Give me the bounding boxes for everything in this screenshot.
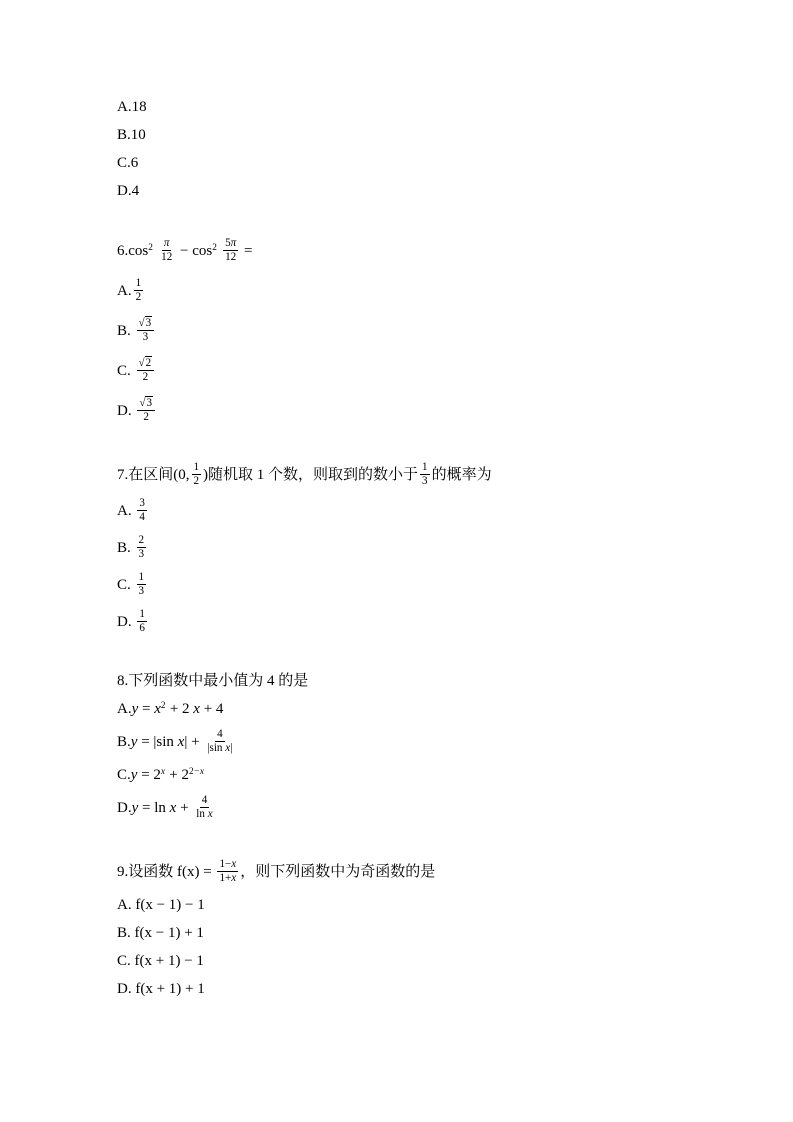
math-text: = (138, 701, 155, 717)
fraction-denominator (137, 622, 147, 635)
math-text: C. (117, 363, 135, 379)
math-fraction (137, 571, 147, 598)
fraction-denominator (137, 548, 147, 561)
math-text: + 2 (166, 701, 194, 717)
math-text: 7.在区间(0, (117, 467, 190, 483)
math-text: = ln (138, 800, 170, 816)
option-line-b (117, 121, 693, 149)
question-9-option-d (117, 975, 693, 1003)
math-text: − cos (176, 243, 213, 259)
math-square-root: √3 (139, 396, 152, 409)
math-text: = |sin (137, 734, 178, 750)
fraction-denominator (134, 291, 144, 304)
math-text: 8.下列函数中最小值为 4 的是 (117, 673, 309, 689)
math-text: C. (117, 577, 135, 593)
math-fraction (223, 237, 238, 264)
math-text: 3 (139, 496, 145, 509)
math-text: + 2 (165, 767, 190, 783)
option-line-a (117, 93, 693, 121)
math-text: 2− (189, 766, 200, 777)
math-text: 2 (160, 700, 167, 711)
question-9-option-c (117, 947, 693, 975)
math-text: + 4 (199, 701, 224, 717)
math-variable: π (230, 236, 237, 249)
math-text: C. f(x + 1) − 1 (117, 953, 204, 969)
option-line-c (117, 149, 693, 177)
fraction-numerator (192, 461, 202, 475)
radicand: 2 (145, 356, 152, 369)
math-text: 1 (422, 460, 428, 473)
math-fraction (137, 608, 147, 635)
fraction-denominator (420, 475, 430, 488)
math-text: A. (117, 283, 132, 299)
math-text: ln (196, 808, 208, 821)
math-text: 4 (139, 511, 145, 524)
math-text: D. (117, 403, 136, 419)
math-text: A. (117, 503, 136, 519)
math-variable: y (130, 767, 138, 783)
math-text: A.18 (117, 99, 147, 115)
math-fraction (192, 461, 202, 488)
math-variable: x (199, 766, 205, 777)
math-text: 9.设函数 f(x) = (117, 864, 216, 880)
math-text: C. (117, 767, 131, 783)
question-7-option-d (117, 604, 693, 641)
fraction-numerator (217, 858, 238, 872)
math-text: C.6 (117, 155, 139, 171)
question-6-option-a (117, 271, 693, 311)
math-text: A. (117, 701, 132, 717)
question-6-option-d (117, 391, 693, 431)
math-fraction (137, 397, 155, 424)
math-text: B. f(x − 1) + 1 (117, 925, 204, 941)
math-variable: y (131, 800, 139, 816)
math-text: = (240, 243, 253, 259)
math-variable: x (193, 701, 200, 717)
math-text: B.10 (117, 127, 146, 143)
math-text: 3 (138, 585, 145, 598)
question-6-stem (117, 231, 693, 271)
math-text: )随机取 1 个数，则取到的数小于 (203, 467, 419, 483)
math-text: 4 (217, 727, 223, 740)
fraction-denominator (217, 872, 238, 885)
math-text: = 2 (137, 767, 161, 783)
math-variable: x (231, 857, 237, 870)
math-text: 3 (142, 331, 149, 344)
math-text: | (230, 742, 233, 755)
question-7-option-c (117, 567, 693, 604)
math-text: 12 (161, 251, 173, 264)
math-fraction (137, 317, 155, 344)
fraction-denominator (205, 742, 234, 755)
math-text: |sin (207, 742, 226, 755)
math-text: 3 (138, 548, 145, 561)
question-7 (117, 457, 693, 641)
math-variable: y (130, 734, 138, 750)
math-variable: x (231, 872, 237, 885)
math-variable: y (131, 701, 139, 717)
math-variable: x (169, 800, 177, 816)
math-text: 5 (225, 236, 231, 249)
math-text: 2 (148, 242, 154, 253)
fraction-numerator (137, 608, 147, 622)
radicand: 3 (145, 316, 152, 329)
question-7-option-a (117, 493, 693, 530)
fraction-numerator (137, 317, 155, 331)
math-variable: x (160, 766, 166, 777)
math-text: 6 (139, 622, 145, 635)
question-9-option-a (117, 891, 693, 919)
math-text: 2 (212, 242, 218, 253)
math-text: 2 (142, 371, 149, 384)
fraction-numerator (137, 571, 147, 585)
fraction-denominator (141, 411, 151, 424)
math-text: 2 (135, 291, 142, 304)
math-square-root: √2 (138, 356, 152, 369)
math-fraction (217, 858, 238, 885)
fraction-numerator (420, 461, 430, 475)
math-text: 1 (138, 570, 145, 583)
question-8-option-d (117, 789, 693, 827)
math-text: 1 (135, 276, 142, 289)
math-text: | + (184, 734, 204, 750)
math-text (217, 243, 221, 259)
question-8-option-c (117, 761, 693, 789)
question-8-option-b (117, 723, 693, 761)
question-8-option-a (117, 695, 693, 723)
math-text: 3 (422, 475, 428, 488)
math-fraction (137, 534, 147, 561)
math-fraction (205, 728, 234, 755)
math-superscript (189, 767, 205, 777)
math-text: B. (117, 540, 135, 556)
math-text: ，则下列函数中为奇函数的是 (240, 864, 436, 880)
math-variable: x (225, 742, 231, 755)
fraction-denominator (141, 331, 151, 344)
question-8-stem (117, 667, 693, 695)
fraction-numerator (200, 794, 210, 808)
question-9-stem (117, 853, 693, 891)
math-text: 1 (193, 460, 200, 473)
math-text: B. (117, 734, 131, 750)
fraction-numerator (215, 728, 225, 742)
math-fraction (134, 277, 144, 304)
question-6-option-c (117, 351, 693, 391)
math-text: 12 (225, 251, 237, 264)
radicand: 3 (146, 396, 152, 409)
math-text: 2 (143, 411, 149, 424)
question-8 (117, 667, 693, 827)
math-fraction (420, 461, 430, 488)
math-fraction (137, 497, 147, 524)
question-7-option-b (117, 530, 693, 567)
question-9 (117, 853, 693, 1003)
fraction-denominator (159, 251, 174, 264)
fraction-denominator (141, 371, 151, 384)
option-line-d (117, 177, 693, 205)
fraction-denominator (192, 475, 202, 488)
fraction-numerator (137, 534, 147, 548)
math-text: 2 (193, 475, 200, 488)
previous-question-options (117, 93, 693, 205)
math-text: D.4 (117, 183, 140, 199)
math-variable: x (207, 808, 213, 821)
math-fraction (159, 237, 174, 264)
math-text (153, 243, 157, 259)
math-text: 1+ (219, 872, 232, 885)
math-square-root: √3 (138, 316, 152, 329)
fraction-numerator (223, 237, 238, 251)
fraction-denominator (137, 511, 147, 524)
math-variable: π (163, 236, 170, 249)
math-text: 1 (139, 607, 145, 620)
math-fraction (194, 794, 214, 821)
math-text: D. (117, 614, 136, 630)
math-text: D. (117, 800, 132, 816)
math-text: + (176, 800, 193, 816)
math-text: 2 (138, 533, 145, 546)
fraction-denominator (223, 251, 238, 264)
fraction-numerator (137, 357, 155, 371)
math-text: 6.cos (117, 243, 149, 259)
fraction-denominator (137, 585, 147, 598)
math-fraction (137, 357, 155, 384)
math-text: D. f(x + 1) + 1 (117, 981, 205, 997)
math-variable: x (154, 701, 161, 717)
fraction-numerator (162, 237, 172, 251)
math-text: A. f(x − 1) − 1 (117, 897, 205, 913)
question-6 (117, 231, 693, 431)
fraction-numerator (137, 397, 155, 411)
math-text: 1− (219, 857, 232, 870)
math-text: 的概率为 (431, 467, 492, 483)
fraction-denominator (194, 808, 214, 821)
question-6-option-b (117, 311, 693, 351)
math-variable: x (177, 734, 185, 750)
question-7-stem (117, 457, 693, 493)
math-text: B. (117, 323, 135, 339)
question-9-option-b (117, 919, 693, 947)
fraction-numerator (134, 277, 144, 291)
math-text: 4 (201, 793, 208, 806)
fraction-numerator (137, 497, 147, 511)
